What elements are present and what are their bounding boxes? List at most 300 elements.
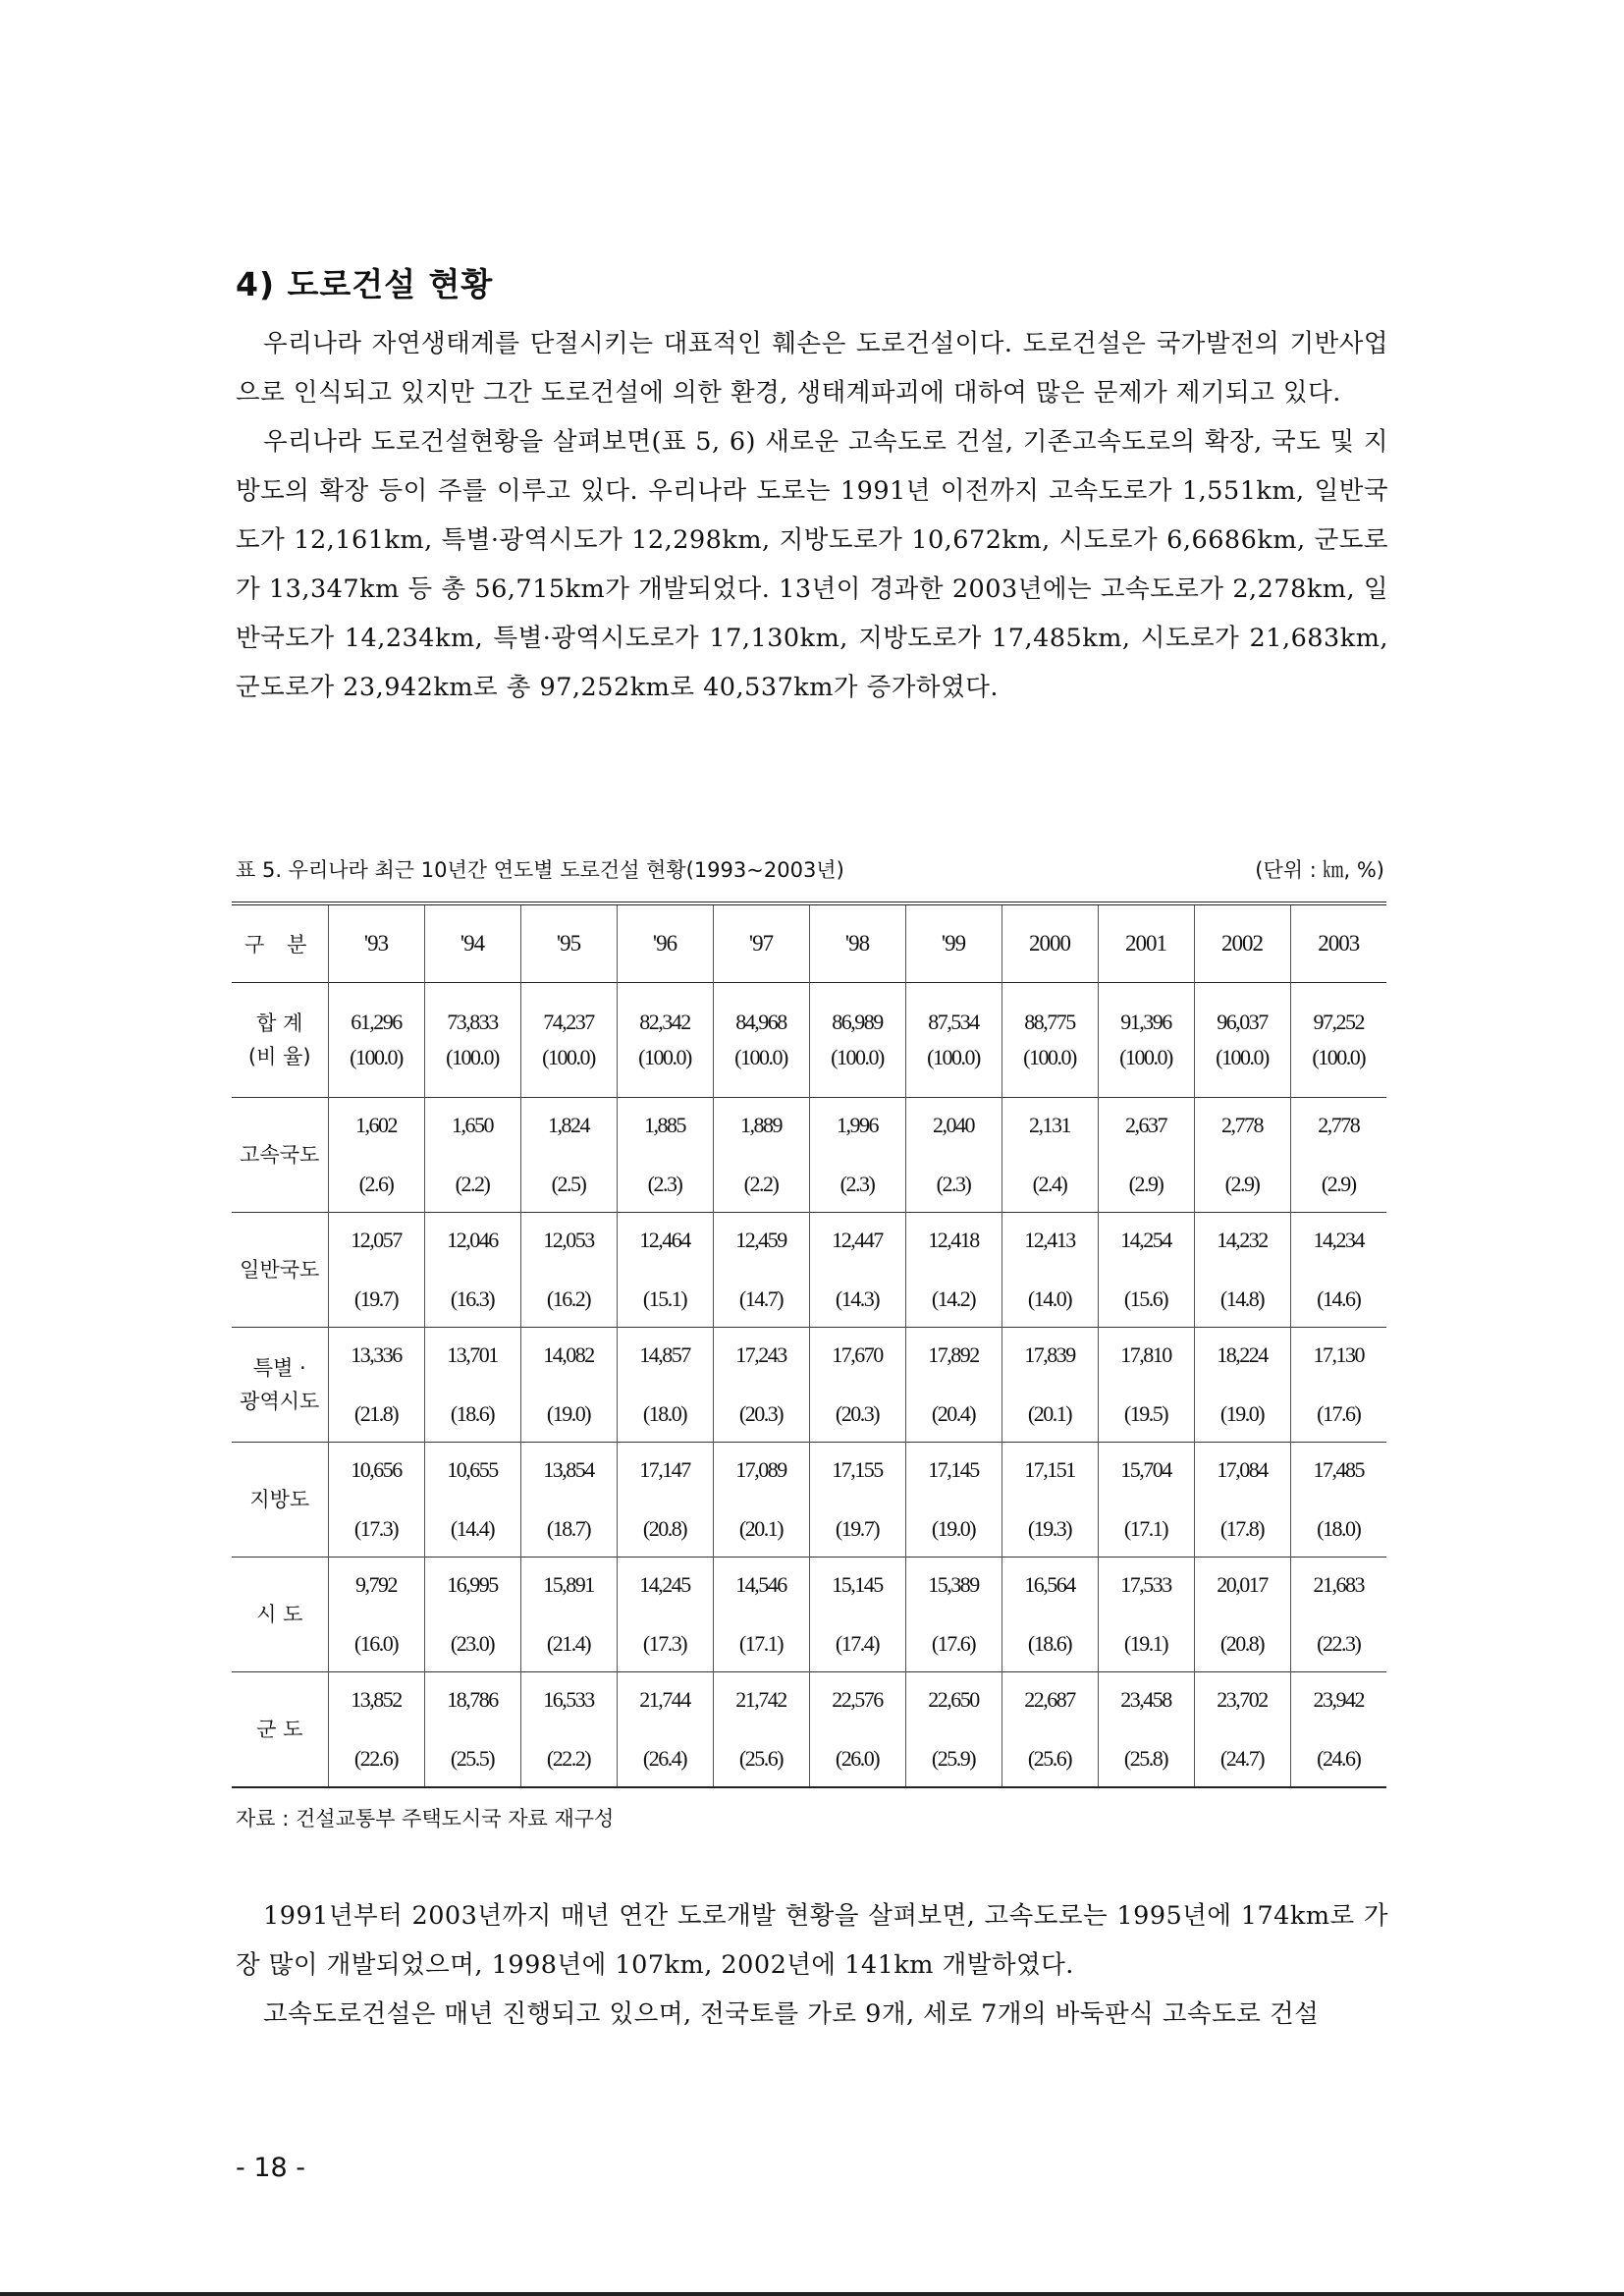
table-cell (905, 1443, 1001, 1558)
cell-percent: (19.0) (546, 1401, 591, 1426)
column-header: '98 (809, 903, 905, 983)
table-source: 자료 : 건설교통부 주택도시국 자료 재구성 (236, 1807, 615, 1831)
cell-percent: (26.0) (835, 1746, 880, 1771)
cell-stack (714, 1572, 809, 1657)
cell-stack (714, 1342, 809, 1427)
cell-percent: (16.2) (546, 1286, 591, 1311)
cell-value: 13,854 (543, 1457, 594, 1482)
cell-percent: (19.7) (835, 1516, 880, 1541)
cell-stack (1291, 1457, 1387, 1542)
bottom-rule (0, 2292, 1624, 2296)
cell-stack (425, 1687, 520, 1772)
cell-percent: (14.7) (738, 1286, 784, 1311)
cell-stack (1195, 1687, 1290, 1772)
cell-stack (810, 1457, 905, 1542)
table-cell (905, 1558, 1001, 1672)
cell-percent: (21.8) (353, 1401, 399, 1426)
table-cell (424, 1328, 520, 1443)
row-label (232, 1672, 328, 1788)
table-cell (617, 1443, 713, 1558)
row-label-line: 합 계 (256, 1011, 303, 1035)
table-cell (1098, 1672, 1194, 1788)
cell-percent: (2.9) (1224, 1172, 1260, 1196)
cell-value: 17,810 (1120, 1342, 1171, 1367)
cell-percent: (20.4) (931, 1401, 976, 1426)
table-cell (328, 983, 424, 1098)
table-cell (713, 1098, 809, 1213)
row-label (232, 983, 328, 1098)
column-header: '94 (424, 903, 520, 983)
cell-stack (618, 1228, 713, 1312)
cell-value: 1,824 (548, 1113, 589, 1137)
cell-value: 12,459 (735, 1228, 786, 1252)
cell-percent: (18.6) (1027, 1631, 1072, 1656)
cell-value: 20,017 (1217, 1572, 1268, 1597)
cell-stack (618, 1113, 713, 1197)
cell-stack (521, 1457, 617, 1542)
cell-percent: (25.6) (1027, 1746, 1072, 1771)
row-label-line: 특별 · (252, 1356, 306, 1380)
cell-percent: (2.2) (455, 1172, 490, 1196)
cell-percent: (2.9) (1128, 1172, 1164, 1196)
column-header: 2002 (1194, 903, 1290, 983)
cell-value: 10,656 (351, 1457, 402, 1482)
cell-value: 17,243 (735, 1342, 786, 1367)
table-cell (617, 1213, 713, 1328)
cell-value: 17,084 (1217, 1457, 1268, 1482)
table-cell (905, 983, 1001, 1098)
cell-stack (1099, 1342, 1194, 1427)
cell-stack (425, 1572, 520, 1657)
table-cell (809, 983, 905, 1098)
row-label (232, 1213, 328, 1328)
cell-percent: (25.8) (1123, 1746, 1168, 1771)
table-cell (328, 1672, 424, 1788)
cell-percent: (23.0) (450, 1631, 495, 1656)
cell-value: 2,637 (1125, 1113, 1166, 1137)
cell-value: 17,670 (832, 1342, 883, 1367)
cell-value: 17,145 (928, 1457, 979, 1482)
table-cell (905, 1672, 1001, 1788)
table-cell (809, 1213, 905, 1328)
cell-value: 2,778 (1318, 1113, 1360, 1137)
cell-value: 17,533 (1120, 1572, 1171, 1597)
column-header: '95 (520, 903, 617, 983)
column-header: 2000 (1001, 903, 1098, 983)
cell-stack (618, 1457, 713, 1542)
cell-value: 1,602 (355, 1113, 397, 1137)
cell-percent: (19.7) (353, 1286, 399, 1311)
cell-value: 12,447 (832, 1228, 883, 1252)
table-cell (424, 1098, 520, 1213)
table-cell (1001, 1443, 1098, 1558)
table-cell (1290, 983, 1386, 1098)
cell-value: 1,996 (837, 1113, 878, 1137)
cell-value: 2,040 (933, 1113, 974, 1137)
cell-percent: (17.1) (1123, 1516, 1168, 1541)
cell-stack (810, 1228, 905, 1312)
cell-percent: (100.0) (542, 1045, 595, 1069)
table-cell (328, 1098, 424, 1213)
cell-percent: (25.5) (450, 1746, 495, 1771)
cell-percent: (2.3) (839, 1172, 875, 1196)
cell-value: 17,155 (832, 1457, 883, 1482)
cell-stack (521, 1572, 617, 1657)
table-cell (617, 1098, 713, 1213)
cell-percent: (25.9) (931, 1746, 976, 1771)
page-number: - 18 - (236, 2153, 306, 2183)
cell-value: 23,702 (1217, 1687, 1268, 1712)
cell-percent: (16.3) (450, 1286, 495, 1311)
table-cell (905, 1098, 1001, 1213)
table-cell (520, 1328, 617, 1443)
cell-value: 12,418 (928, 1228, 979, 1252)
cell-stack (906, 1228, 1001, 1312)
cell-value: 14,234 (1313, 1228, 1364, 1252)
table-cell (1194, 1672, 1290, 1788)
cell-value: 13,336 (351, 1342, 402, 1367)
cell-percent: (20.1) (738, 1516, 784, 1541)
row-label (232, 1098, 328, 1213)
cell-value: 14,254 (1120, 1228, 1171, 1252)
cell-stack (1291, 1342, 1387, 1427)
cell-stack (714, 1005, 809, 1075)
cell-value: 21,742 (735, 1687, 786, 1712)
cell-stack (906, 1457, 1001, 1542)
cell-value: 15,145 (832, 1572, 883, 1597)
cell-value: 87,534 (928, 1010, 979, 1034)
cell-stack (1291, 1005, 1387, 1075)
cell-stack (1291, 1572, 1387, 1657)
table-cell (424, 983, 520, 1098)
row-label-line: 광역시도 (240, 1390, 320, 1413)
table-unit: (단위 : ㎞, %) (1255, 858, 1384, 882)
cell-stack (1291, 1113, 1387, 1197)
table-row (232, 1443, 1386, 1558)
cell-value: 22,576 (832, 1687, 883, 1712)
table-cell (1194, 1328, 1290, 1443)
table-cell (1290, 1213, 1386, 1328)
cell-percent: (100.0) (1119, 1045, 1172, 1069)
cell-value: 22,650 (928, 1687, 979, 1712)
table-cell (424, 1213, 520, 1328)
cell-percent: (20.8) (642, 1516, 687, 1541)
row-label-line: (비 율) (247, 1045, 311, 1068)
cell-stack (1002, 1005, 1098, 1075)
cell-stack (425, 1228, 520, 1312)
cell-value: 14,857 (639, 1342, 690, 1367)
cell-percent: (2.2) (743, 1172, 779, 1196)
cell-stack (1099, 1687, 1194, 1772)
cell-stack (810, 1005, 905, 1075)
cell-value: 1,889 (740, 1113, 782, 1137)
cell-value: 73,833 (447, 1010, 498, 1034)
cell-percent: (2.3) (936, 1172, 971, 1196)
cell-stack (329, 1005, 424, 1075)
table-row (232, 1672, 1386, 1788)
cell-percent: (17.6) (1317, 1401, 1361, 1426)
cell-stack (329, 1342, 424, 1427)
table-row (232, 1328, 1386, 1443)
table-cell (1290, 1443, 1386, 1558)
cell-percent: (14.4) (450, 1516, 495, 1541)
cell-percent: (19.5) (1123, 1401, 1168, 1426)
table-cell (328, 1443, 424, 1558)
cell-stack (810, 1572, 905, 1657)
cell-value: 17,892 (928, 1342, 979, 1367)
cell-percent: (17.3) (642, 1631, 687, 1656)
cell-stack (521, 1687, 617, 1772)
cell-percent: (20.3) (738, 1401, 784, 1426)
cell-percent: (20.8) (1219, 1631, 1265, 1656)
table-cell (1098, 1098, 1194, 1213)
cell-value: 18,786 (447, 1687, 498, 1712)
cell-value: 17,130 (1313, 1342, 1364, 1367)
row-label (232, 1558, 328, 1672)
cell-value: 15,704 (1120, 1457, 1171, 1482)
cell-value: 88,775 (1024, 1010, 1075, 1034)
row-label (232, 1328, 328, 1443)
cell-stack (618, 1687, 713, 1772)
cell-value: 61,296 (351, 1010, 402, 1034)
table-cell (809, 1328, 905, 1443)
table-header-row (232, 903, 1386, 983)
cell-value: 2,778 (1221, 1113, 1263, 1137)
cell-stack (521, 1113, 617, 1197)
column-header: '93 (328, 903, 424, 983)
cell-value: 14,232 (1217, 1228, 1268, 1252)
cell-stack (714, 1113, 809, 1197)
table-cell (520, 1672, 617, 1788)
cell-value: 12,464 (639, 1228, 690, 1252)
cell-stack (521, 1342, 617, 1427)
table-cell (1001, 1672, 1098, 1788)
table-cell (520, 1213, 617, 1328)
table-cell (1001, 1098, 1098, 1213)
cell-value: 96,037 (1217, 1010, 1268, 1034)
cell-percent: (17.1) (738, 1631, 784, 1656)
cell-stack (1291, 1228, 1387, 1312)
table-cell (520, 1558, 617, 1672)
table-cell (520, 983, 617, 1098)
cell-percent: (17.3) (353, 1516, 399, 1541)
cell-value: 16,564 (1024, 1572, 1075, 1597)
cell-stack (810, 1342, 905, 1427)
cell-percent: (19.3) (1027, 1516, 1072, 1541)
cell-value: 17,839 (1024, 1342, 1075, 1367)
cell-value: 12,046 (447, 1228, 498, 1252)
cell-percent: (18.0) (642, 1401, 687, 1426)
table-cell (1290, 1558, 1386, 1672)
table-cell (1290, 1098, 1386, 1213)
table-cell (1098, 1443, 1194, 1558)
table-cell (905, 1213, 1001, 1328)
table-row (232, 983, 1386, 1098)
table-cell (1001, 983, 1098, 1098)
table-cell (1194, 1098, 1290, 1213)
table-cell (905, 1328, 1001, 1443)
cell-percent: (15.6) (1123, 1286, 1168, 1311)
table-cell (1098, 983, 1194, 1098)
column-header: 2001 (1098, 903, 1194, 983)
table-cell (520, 1098, 617, 1213)
table-cell (617, 1558, 713, 1672)
cell-value: 14,082 (543, 1342, 594, 1367)
cell-percent: (17.4) (835, 1631, 880, 1656)
cell-stack (1195, 1228, 1290, 1312)
cell-value: 91,396 (1120, 1010, 1171, 1034)
cell-value: 17,089 (735, 1457, 786, 1482)
cell-value: 12,053 (543, 1228, 594, 1252)
table-cell (1290, 1328, 1386, 1443)
table-cell (713, 1672, 809, 1788)
cell-value: 17,151 (1024, 1457, 1075, 1482)
cell-percent: (2.3) (647, 1172, 682, 1196)
table-cell (328, 1328, 424, 1443)
cell-percent: (26.4) (642, 1746, 687, 1771)
cell-value: 13,852 (351, 1687, 402, 1712)
cell-value: 23,458 (1120, 1687, 1171, 1712)
table-cell (1290, 1672, 1386, 1788)
body-top (236, 259, 1388, 712)
cell-percent: (100.0) (638, 1045, 691, 1069)
cell-stack (1002, 1228, 1098, 1312)
cell-stack (1195, 1572, 1290, 1657)
cell-value: 23,942 (1313, 1687, 1364, 1712)
cell-stack (906, 1005, 1001, 1075)
cell-stack (425, 1113, 520, 1197)
cell-value: 15,891 (543, 1572, 594, 1597)
table-cell (809, 1558, 905, 1672)
cell-value: 21,683 (1313, 1572, 1364, 1597)
table-cell (809, 1098, 905, 1213)
cell-percent: (2.6) (358, 1172, 394, 1196)
cell-stack (1002, 1572, 1098, 1657)
table-cell (1098, 1328, 1194, 1443)
table-cell (1194, 983, 1290, 1098)
table-cell (617, 983, 713, 1098)
cell-value: 22,687 (1024, 1687, 1075, 1712)
cell-percent: (20.3) (835, 1401, 880, 1426)
cell-stack (714, 1457, 809, 1542)
table-cell (809, 1672, 905, 1788)
table-cell (713, 1328, 809, 1443)
cell-stack (906, 1687, 1001, 1772)
road-construction-table (232, 902, 1386, 1788)
cell-stack (425, 1457, 520, 1542)
cell-stack (1002, 1342, 1098, 1427)
cell-percent: (14.2) (931, 1286, 976, 1311)
cell-percent: (100.0) (350, 1045, 403, 1069)
cell-value: 84,968 (735, 1010, 786, 1034)
cell-percent: (21.4) (546, 1631, 591, 1656)
row-label-line: 지방도 (249, 1488, 310, 1511)
table-cell (1194, 1558, 1290, 1672)
cell-value: 17,485 (1313, 1457, 1364, 1482)
cell-value: 14,245 (639, 1572, 690, 1597)
cell-value: 16,995 (447, 1572, 498, 1597)
cell-stack (329, 1228, 424, 1312)
cell-value: 14,546 (735, 1572, 786, 1597)
table-cell (713, 1213, 809, 1328)
table-row (232, 1213, 1386, 1328)
column-header: '97 (713, 903, 809, 983)
cell-stack (1002, 1457, 1098, 1542)
cell-value: 10,655 (447, 1457, 498, 1482)
cell-value: 18,224 (1217, 1342, 1268, 1367)
table-cell (617, 1328, 713, 1443)
cell-percent: (2.9) (1321, 1172, 1356, 1196)
cell-percent: (2.5) (551, 1172, 586, 1196)
cell-stack (810, 1113, 905, 1197)
cell-percent: (14.6) (1317, 1286, 1361, 1311)
table-cell (1001, 1213, 1098, 1328)
table-row (232, 1558, 1386, 1672)
table-cell (328, 1558, 424, 1672)
cell-percent: (100.0) (1216, 1045, 1269, 1069)
cell-value: 13,701 (447, 1342, 498, 1367)
row-label-line: 일반국도 (240, 1258, 320, 1282)
cell-value: 12,413 (1024, 1228, 1075, 1252)
table-cell (424, 1672, 520, 1788)
cell-stack (906, 1113, 1001, 1197)
cell-stack (1099, 1457, 1194, 1542)
section-title: 4) 도로건설 현황 (236, 265, 494, 303)
cell-stack (618, 1342, 713, 1427)
cell-stack (521, 1228, 617, 1312)
cell-percent: (18.0) (1317, 1516, 1361, 1541)
table-cell (328, 1213, 424, 1328)
paragraph: 우리나라 도로건설현황을 살펴보면(표 5, 6) 새로운 고속도로 건설, 기존고속도로의 확장, 국도 및 지방도의 확장 등이 주를 이루고 있다. 우리나라 도로는 1991년 이전까지 고속도로가 1,551km, 일반국도가 12,161km, 특별·광역시도가 12,298km, 지방도로가 10,672km, 시도로가 6,6686km, 군도로가 13,347km 등 총 56,715km가 개발되었다. 13년이 경과한 2003년에는 고속도로가 2,278km, 일반국도가 14,234km, 특별·광역시도로가 17,130km, 지방도로가 17,485km, 시도로가 21,683km, 군도로가 23,942km로 총 97,252km로 40,537km가 증가하였다. (236, 427, 1388, 702)
table-cell (520, 1443, 617, 1558)
cell-percent: (18.6) (450, 1401, 495, 1426)
row-label-line: 시 도 (256, 1603, 303, 1626)
table-cell (1001, 1558, 1098, 1672)
cell-stack (714, 1228, 809, 1312)
table-cell (424, 1443, 520, 1558)
table-cell (713, 1558, 809, 1672)
table-cell (809, 1443, 905, 1558)
cell-stack (1195, 1342, 1290, 1427)
cell-value: 12,057 (351, 1228, 402, 1252)
cell-stack (425, 1005, 520, 1075)
cell-stack (329, 1457, 424, 1542)
body-bottom (236, 1891, 1388, 2039)
cell-value: 16,533 (543, 1687, 594, 1712)
cell-percent: (16.0) (353, 1631, 399, 1656)
cell-percent: (100.0) (1023, 1045, 1076, 1069)
column-header: '96 (617, 903, 713, 983)
cell-percent: (100.0) (1312, 1045, 1366, 1069)
cell-stack (329, 1113, 424, 1197)
cell-value: 1,650 (452, 1113, 493, 1137)
cell-percent: (20.1) (1027, 1401, 1072, 1426)
cell-value: 82,342 (639, 1010, 690, 1034)
cell-value: 2,131 (1029, 1113, 1070, 1137)
cell-stack (714, 1687, 809, 1772)
cell-stack (329, 1572, 424, 1657)
row-label-line: 고속국도 (240, 1143, 320, 1167)
cell-percent: (100.0) (927, 1045, 980, 1069)
table-row (232, 1098, 1386, 1213)
cell-percent: (22.2) (546, 1746, 591, 1771)
cell-stack (521, 1005, 617, 1075)
cell-percent: (24.7) (1219, 1746, 1265, 1771)
cell-stack (1099, 1228, 1194, 1312)
cell-percent: (19.0) (931, 1516, 976, 1541)
cell-percent: (15.1) (642, 1286, 687, 1311)
cell-value: 15,389 (928, 1572, 979, 1597)
